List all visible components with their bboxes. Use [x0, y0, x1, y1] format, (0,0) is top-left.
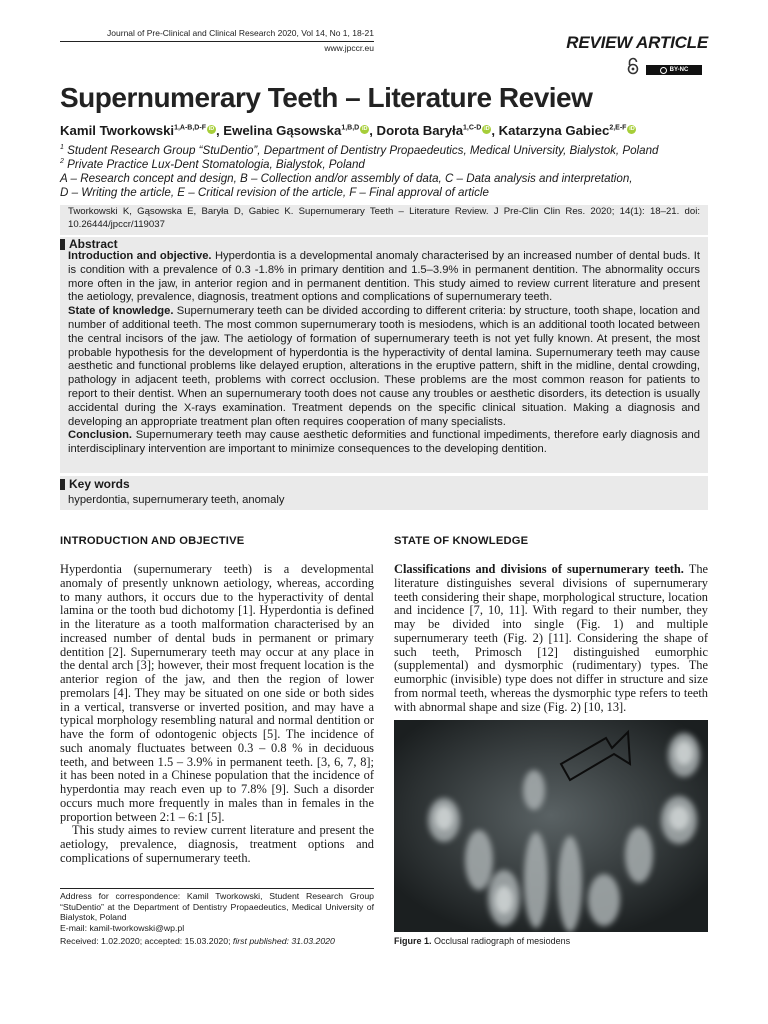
- abstract-conclusion-text: Supernumerary teeth may cause aesthetic deformities and functional impediments, therefore early diagnosis and interdisciplinary intervention are important to minimize consequences to the developing dentition.: [68, 429, 700, 456]
- author-affiliation-sup: 1,A-B,D-F: [174, 124, 206, 132]
- published-date: first published: 31.03.2020: [232, 936, 335, 946]
- dates-line: [60, 936, 335, 946]
- intro-body: [60, 563, 374, 866]
- abstract-state-text: Supernumerary teeth can be divided according to different criteria: by structure, tooth shape, location and number of additional teeth. The most common supernumerary tooth is mesiodens, which is an additional tooth located between the central incisors of the jaw. The aetiology of formation of supernumerary teeth is not yet fully known. At present, the most probable hypothesis for the development of hyperdontia is the hyperactivity of dental lamina. Supernumerary teeth may cause aesthetic and functional problems like delayed eruption, alterations in the eruptive pattern, shift in the midline, dental crowding, pathology in adjacent teeth, problems with correct occlusion. These problems are the most common reason for patients to report to their dentist. When an supernumerary tooth does not cause any troubles or aesthetic disorders, its detection is usually accidental during the X-rays examination. Treatment depends on the specific clinical situation. Making a diagnosis and developing an appropriate treatment plan often requires cooperation of many specialists.: [68, 305, 700, 428]
- abstract-conclusion: [68, 429, 700, 457]
- citation-text: Tworkowski K, Gąsowska E, Baryła D, Gabiec K. Supernumerary Teeth – Literature Review. J Pre-Clin Clin Res. 2020; 14(1): 18–21. doi: 10.26444/jpccr/119037: [68, 206, 700, 230]
- journal-citation-line: Journal of Pre-Clinical and Clinical Research 2020, Vol 14, No 1, 18-21: [107, 28, 374, 38]
- footnote-rule: [60, 888, 374, 889]
- heading-marker: [60, 479, 65, 490]
- abstract-state: [68, 305, 700, 429]
- orcid-icon[interactable]: iD: [361, 125, 368, 132]
- abstract-conclusion-label: Conclusion.: [68, 429, 133, 442]
- orcid-icon[interactable]: iD: [629, 125, 635, 132]
- abstract-intro: [68, 250, 700, 305]
- keywords-heading: [60, 477, 130, 491]
- email-text[interactable]: E-mail: kamil-tworkowski@wp.pl: [60, 922, 185, 933]
- intro-heading: INTRODUCTION AND OBJECTIVE: [60, 535, 245, 547]
- orcid-icon[interactable]: iD: [484, 125, 490, 132]
- abstract-intro-label: Introduction and objective.: [68, 250, 212, 262]
- intro-paragraph-1: Hyperdontia (supernumerary teeth) is a developmental anomaly of presently unknown aetiology, whereas, according to many authors, it occurs due to the hyperactivity of dental lamina or the tooth bud dichotomy [1]. Hyperdontia is defined in the literature as a tooth malformation characterised by an increased number of dental buds in permanent or primary dentition [2]. Supernumerary teeth may occur at any place in the dental arch [3]; however, their most frequent location is the anterior region of the jaw, and then the region of lower premolars [4]. They may be situated on one side or both sides in a vertical, transverse or inverted position, and may have a typical morphology resembling natural and normal dentition or have the form of odontogenic objects [5]. The incidence of such anomaly fluctuates between 0.3 – 0.8 % in deciduous teeth, and between 1.5 – 3.9% in permanent teeth. [3, 6, 7, 8]; it has been noted in a Chinese population that the incidence of hyperdontia may reach even up to 7.8% [9]. Such a disorder occurs much more frequently in males than in females in the proportion between 2:1 – 6:1 [5].: [60, 562, 374, 824]
- affiliation-text: Student Research Group “StuDentio”, Department of Dentistry Propaedeutics, Medical University, Bialystok, Poland: [67, 144, 659, 157]
- author-name: Katarzyna Gabiec: [498, 123, 610, 138]
- affiliation-text: Private Practice Lux-Dent Stomatologia, Bialystok, Poland: [67, 158, 365, 171]
- cc-icon: [660, 67, 667, 74]
- state-paragraph-1: [394, 563, 708, 714]
- license-badge-label: BY-NC: [669, 67, 689, 73]
- author-name: Dorota Baryła: [376, 123, 464, 138]
- article-title: Supernumerary Teeth – Literature Review: [60, 82, 593, 113]
- author-name: Kamil Tworkowski: [60, 123, 175, 138]
- orcid-icon[interactable]: iD: [208, 125, 215, 132]
- state-lead: Classifications and divisions of supernumerary teeth.: [394, 562, 684, 576]
- abstract-intro-text: Hyperdontia is a developmental anomaly characterised by an increased number of dental buds. It is condition with a prevalence of 0.3 -1.8% in primary dentition and 1.5–3.9% in permanent dentition. The abnormality occurs more often in the jaw, in anterior region and in permanent dentition. This study aimed to review current literature and present the aetiology, prevalence, diagnosis, treatment options and complications of supernumerary teeth.: [68, 250, 700, 304]
- correspondence-address: [60, 891, 374, 933]
- license-badge[interactable]: [646, 65, 702, 75]
- state-paragraph-text: The literature distinguishes several divisions of supernumerary teeth considering their shape, morphological structure, location and incidence [7, 10, 11]. With regard to their number, they may be divided into single (Fig. 1) and multiple supernumerary teeth (Fig. 2) [11]. Considering the shape of such teeth, Primosch [12] distinguished eumorphic (supplemental) and dysmorphic (rudimentary) types. The eumorphic (invisible) type does not differ in structure and size from normal teeth, whereas the dysmorphic type refers to teeth with abnormal shape and size (Fig. 2) [10, 13].: [394, 562, 709, 714]
- article-type-label: REVIEW ARTICLE: [566, 33, 708, 52]
- affiliation-1: [60, 144, 658, 157]
- contribution-roles-2: D – Writing the article, E – Critical revision of the article, F – Final approval of article: [60, 186, 489, 199]
- author-separator: ,: [369, 123, 377, 138]
- abstract-heading: [60, 237, 118, 251]
- author-list: [60, 123, 636, 138]
- state-body: [394, 563, 708, 714]
- figure-1-caption: [394, 936, 570, 946]
- header-rule: [60, 41, 374, 42]
- figure-1-radiograph: [394, 720, 708, 932]
- figure-caption-text: Occlusal radiograph of mesiodens: [434, 936, 571, 946]
- address-text: Address for correspondence: Kamil Tworkowski, Student Research Group “StuDentio” at the Department of Dentistry Propaedeutics, Medical University of Bialystok, Poland: [60, 891, 374, 922]
- figure-label: Figure 1.: [394, 936, 432, 946]
- affiliation-number: 1: [60, 144, 64, 152]
- affiliation-2: [60, 158, 365, 171]
- keywords-text: hyperdontia, supernumerary teeth, anomaly: [68, 494, 285, 506]
- journal-website[interactable]: www.jpccr.eu: [324, 43, 374, 53]
- author-separator: ,: [491, 123, 499, 138]
- keywords-heading-label: Key words: [69, 477, 130, 491]
- abstract-state-label: State of knowledge.: [68, 305, 174, 318]
- intro-paragraph-2: This study aimes to review current literature and present the aetiology, prevalence, diagnosis, treatment options and complications of supernumerary teeth.: [60, 823, 374, 865]
- author-affiliation-sup: 1,B,D: [341, 124, 360, 132]
- state-heading: STATE OF KNOWLEDGE: [394, 535, 529, 547]
- author-affiliation-sup: 1,C-D: [463, 124, 482, 132]
- open-access-icon: [626, 57, 640, 75]
- author-affiliation-sup: 2,E-F: [609, 124, 627, 132]
- contribution-roles-1: A – Research concept and design, B – Collection and/or assembly of data, C – Data analysis and interpretation,: [60, 172, 633, 185]
- author-name: Ewelina Gąsowska: [223, 123, 342, 138]
- abstract-body: [68, 250, 700, 457]
- affiliation-number: 2: [60, 158, 64, 166]
- author-separator: ,: [215, 123, 224, 138]
- received-dates: Received: 1.02.2020; accepted: 15.03.2020;: [60, 936, 233, 946]
- abstract-heading-label: Abstract: [69, 237, 118, 251]
- heading-marker: [60, 239, 65, 250]
- radiograph-image: [394, 720, 708, 932]
